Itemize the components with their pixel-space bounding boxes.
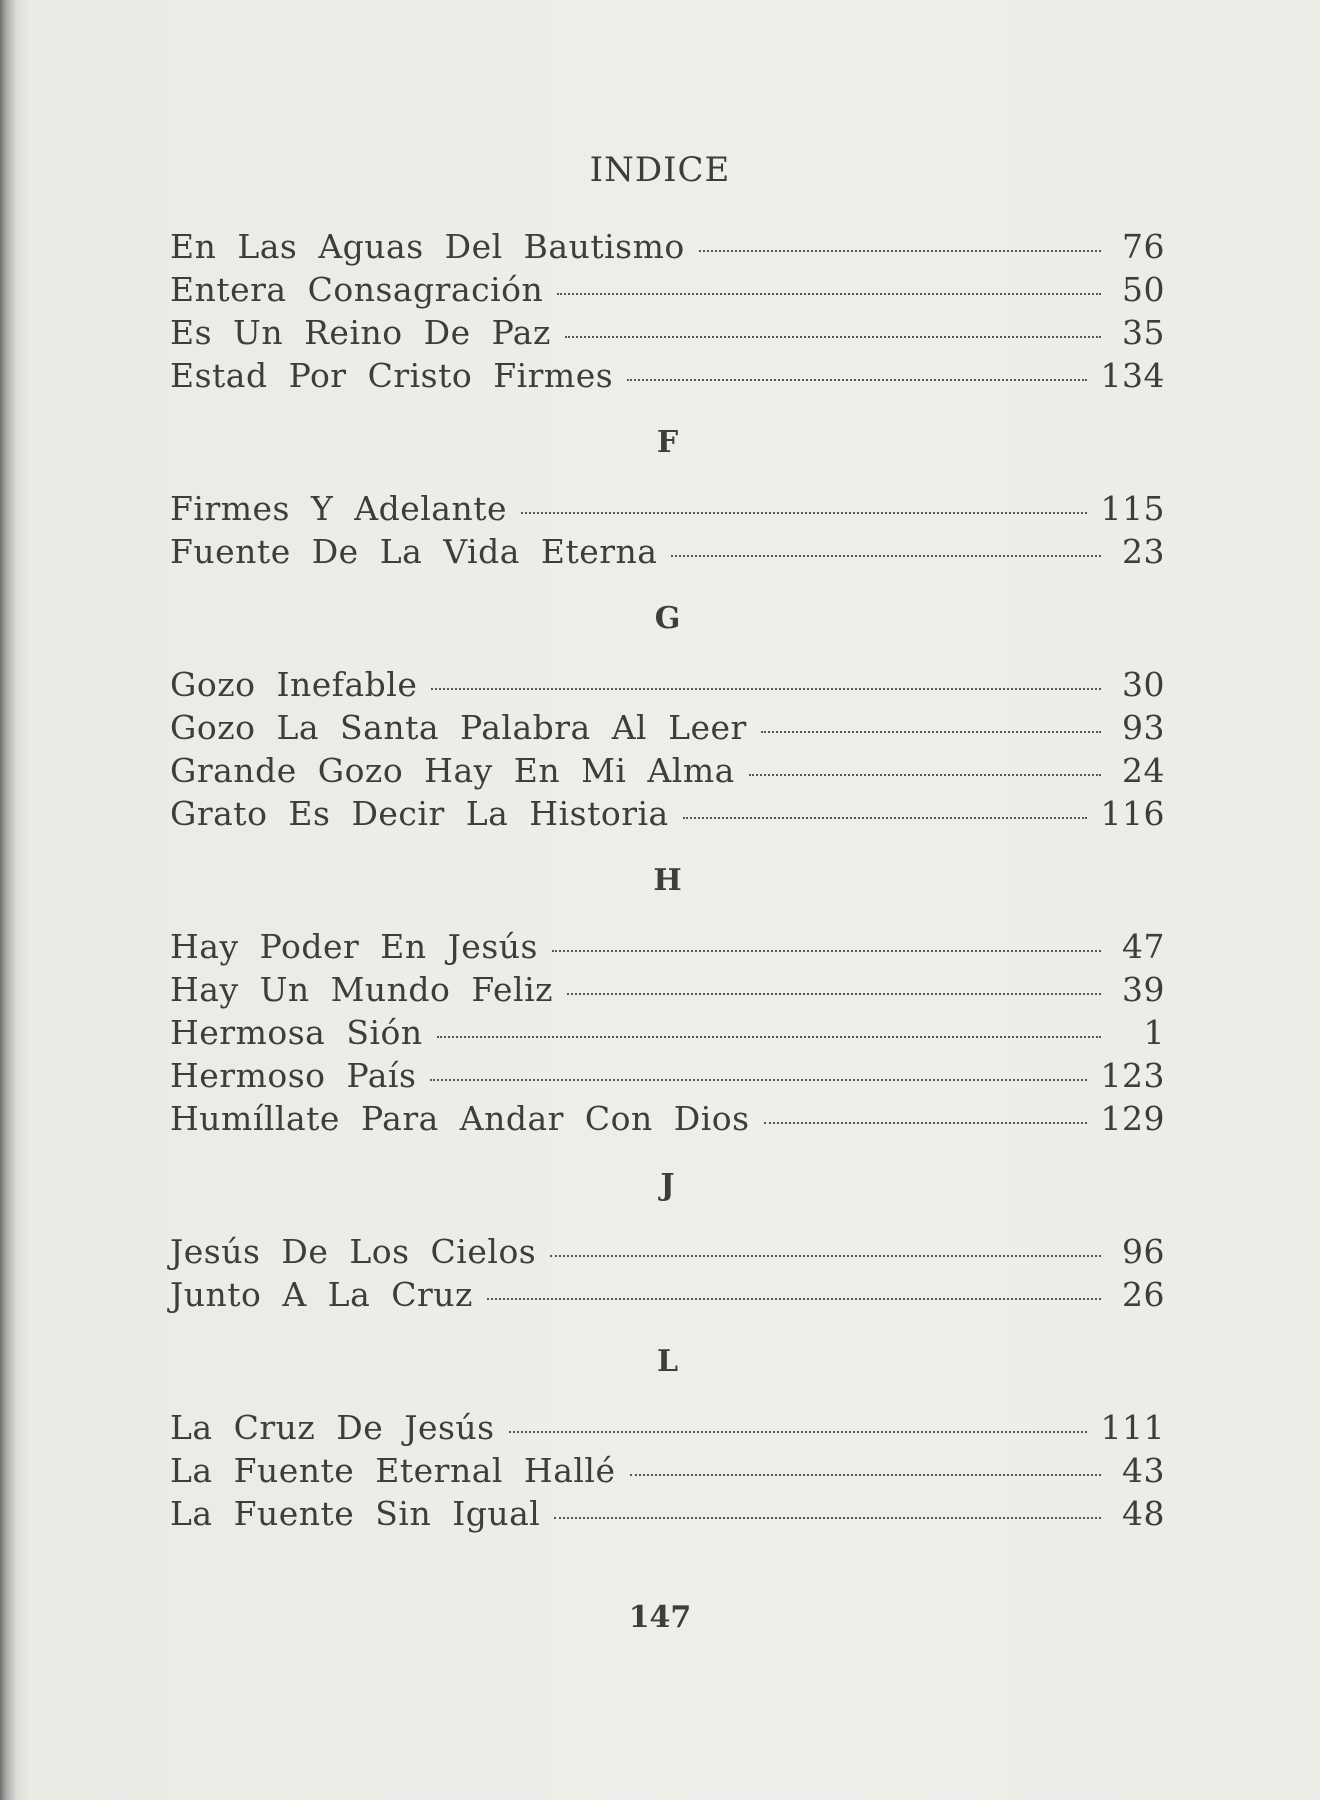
dot-leader bbox=[565, 336, 1101, 338]
entry-title: Hay Un Mundo Feliz bbox=[170, 970, 554, 1009]
entry-title: Entera Consagración bbox=[170, 270, 544, 309]
entry-title: Gozo Inefable bbox=[170, 665, 418, 704]
index-entry bbox=[170, 968, 1165, 1011]
entry-page-number: 24 bbox=[1122, 751, 1165, 790]
index-entry bbox=[170, 1492, 1165, 1535]
dot-leader bbox=[699, 250, 1101, 252]
entry-title: Hay Poder En Jesús bbox=[170, 927, 538, 966]
dot-leader bbox=[550, 1255, 1101, 1257]
dot-leader bbox=[431, 688, 1101, 690]
entry-title: Hermosa Sión bbox=[170, 1013, 423, 1052]
index-entry bbox=[170, 268, 1165, 311]
entry-page-number: 43 bbox=[1122, 1451, 1165, 1490]
index-entry bbox=[170, 706, 1165, 749]
index-entry bbox=[170, 1054, 1165, 1097]
entry-title: Humíllate Para Andar Con Dios bbox=[170, 1099, 750, 1138]
entry-title: Jesús De Los Cielos bbox=[170, 1232, 537, 1271]
entry-title: Grato Es Decir La Historia bbox=[170, 794, 669, 833]
dot-leader bbox=[552, 950, 1101, 952]
index-entry bbox=[170, 311, 1165, 354]
entry-page-number: 1 bbox=[1143, 1013, 1165, 1052]
section-letter: J bbox=[660, 1168, 675, 1203]
entry-page-number: 76 bbox=[1122, 227, 1165, 266]
index-entry bbox=[170, 530, 1165, 573]
index-entry bbox=[170, 1230, 1165, 1273]
entry-page-number: 48 bbox=[1122, 1494, 1165, 1533]
dot-leader bbox=[430, 1079, 1086, 1081]
entry-page-number: 134 bbox=[1100, 356, 1165, 395]
entry-title: La Fuente Sin Igual bbox=[170, 1494, 541, 1533]
index-entry bbox=[170, 225, 1165, 268]
entry-page-number: 47 bbox=[1122, 927, 1165, 966]
section-letter: L bbox=[656, 1344, 679, 1379]
index-entry bbox=[170, 1273, 1165, 1316]
dot-leader bbox=[630, 1474, 1101, 1476]
index-entry bbox=[170, 663, 1165, 706]
entry-page-number: 123 bbox=[1100, 1056, 1165, 1095]
dot-leader bbox=[437, 1036, 1101, 1038]
index-entry bbox=[170, 1449, 1165, 1492]
entry-page-number: 96 bbox=[1122, 1232, 1165, 1271]
entry-title: Grande Gozo Hay En Mi Alma bbox=[170, 751, 735, 790]
dot-leader bbox=[509, 1431, 1087, 1433]
index-entry bbox=[170, 354, 1165, 397]
entry-title: Gozo La Santa Palabra Al Leer bbox=[170, 708, 747, 747]
entry-title: La Cruz De Jesús bbox=[170, 1408, 495, 1447]
index-entry bbox=[170, 749, 1165, 792]
index-entry bbox=[170, 1406, 1165, 1449]
entry-page-number: 23 bbox=[1122, 532, 1165, 571]
dot-leader bbox=[521, 512, 1086, 514]
index-entry bbox=[170, 792, 1165, 835]
dot-leader bbox=[671, 555, 1101, 557]
dot-leader bbox=[749, 774, 1101, 776]
entry-title: En Las Aguas Del Bautismo bbox=[170, 227, 685, 266]
entry-page-number: 115 bbox=[1100, 489, 1165, 528]
entry-page-number: 30 bbox=[1122, 665, 1165, 704]
section-letter: H bbox=[653, 863, 682, 898]
dot-leader bbox=[487, 1298, 1101, 1300]
dot-leader bbox=[627, 379, 1086, 381]
section-letter: G bbox=[654, 601, 681, 636]
page-number: 147 bbox=[628, 1600, 692, 1635]
entry-title: Es Un Reino De Paz bbox=[170, 313, 551, 352]
index-list bbox=[170, 225, 1165, 1535]
dot-leader bbox=[761, 731, 1101, 733]
index-entry bbox=[170, 925, 1165, 968]
dot-leader bbox=[764, 1122, 1087, 1124]
page-title: INDICE bbox=[589, 150, 731, 190]
section-letter: F bbox=[656, 425, 679, 460]
entry-page-number: 116 bbox=[1100, 794, 1165, 833]
entry-title: Firmes Y Adelante bbox=[170, 489, 508, 528]
entry-title: Junto A La Cruz bbox=[170, 1275, 473, 1314]
entry-page-number: 93 bbox=[1122, 708, 1165, 747]
dot-leader bbox=[567, 993, 1101, 995]
entry-page-number: 111 bbox=[1100, 1408, 1165, 1447]
entry-title: Fuente De La Vida Eterna bbox=[170, 532, 658, 571]
index-entry bbox=[170, 1097, 1165, 1140]
entry-title: Hermoso País bbox=[170, 1056, 417, 1095]
entry-title: Estad Por Cristo Firmes bbox=[170, 356, 614, 395]
entry-title: La Fuente Eternal Hallé bbox=[170, 1451, 616, 1490]
entry-page-number: 26 bbox=[1122, 1275, 1165, 1314]
dot-leader bbox=[557, 293, 1101, 295]
index-entry bbox=[170, 1011, 1165, 1054]
index-entry bbox=[170, 487, 1165, 530]
entry-page-number: 129 bbox=[1100, 1099, 1165, 1138]
entry-page-number: 50 bbox=[1122, 270, 1165, 309]
dot-leader bbox=[683, 817, 1087, 819]
entry-page-number: 35 bbox=[1122, 313, 1165, 352]
entry-page-number: 39 bbox=[1122, 970, 1165, 1009]
dot-leader bbox=[554, 1517, 1101, 1519]
